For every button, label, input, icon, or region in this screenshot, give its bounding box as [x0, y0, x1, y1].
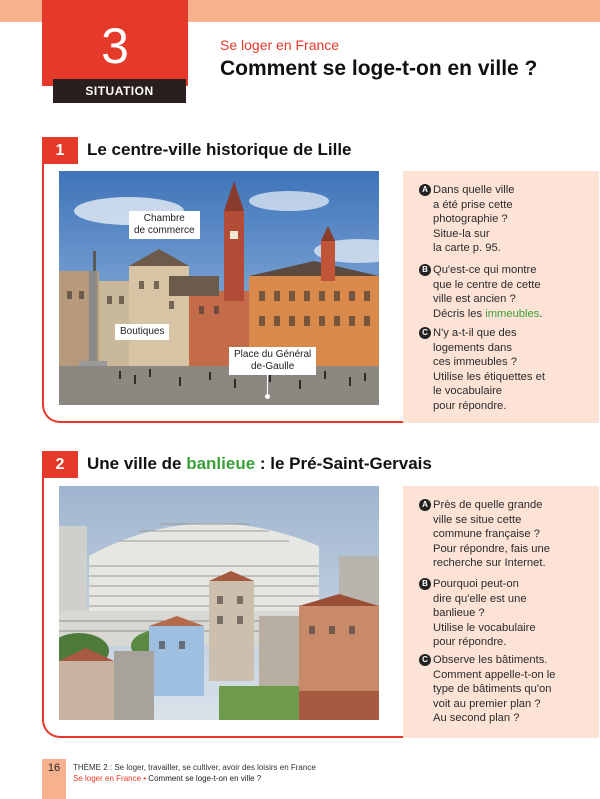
page-title: Comment se loge-t-on en ville ? [220, 57, 538, 80]
lille-city-center-photo [59, 171, 379, 405]
question-panel-2 [403, 486, 599, 738]
question-panel-1 [403, 171, 599, 423]
photo-label-chambre: Chambre de commerce [129, 211, 200, 239]
letter-b-icon: B [419, 578, 431, 590]
section-title: Le centre-ville historique de Lille [87, 140, 352, 159]
question-c: C N'y a-t-il que des logements dans ces immeubles ? Utilise les étiquettes et le vocabulaire pour répondre. [419, 326, 569, 414]
footer-theme: THÈME 2 : Se loger, travailler, se cultiver, avoir des loisirs en France [73, 763, 316, 772]
letter-b-icon: B [419, 264, 431, 276]
section-number: 2 [42, 451, 78, 478]
letter-c-icon: C [419, 327, 431, 339]
letter-c-icon: C [419, 654, 431, 666]
photo-pin-line [267, 374, 268, 396]
banlieue-photo-illustration [59, 486, 379, 720]
page-number: 16 [47, 762, 61, 774]
question-b-last-line: Décris les immeubles. [433, 307, 543, 320]
letter-a-icon: A [419, 184, 431, 196]
situation-tag: SITUATION [53, 79, 186, 103]
page-subtitle: Se loger en France [220, 37, 340, 53]
pre-saint-gervais-photo [59, 486, 379, 720]
section-title: Une ville de banlieue : le Pré-Saint-Gervais [87, 454, 432, 473]
question-a: A Dans quelle ville a été prise cette photographie ? Situe-la sur la carte p. 95. [419, 183, 569, 256]
photo-label-boutiques: Boutiques [115, 324, 169, 340]
question-a: A Près de quelle grande ville se situe cette commune française ? Pour répondre, fais une recherche sur Internet. [419, 498, 569, 571]
photo-pin-dot [265, 394, 270, 399]
section-number: 1 [42, 137, 78, 164]
question-b: B Qu'est-ce qui montre que le centre de cette ville est ancien ? Décris les immeubles. [419, 263, 569, 321]
lille-photo-illustration [59, 171, 379, 405]
letter-a-icon: A [419, 499, 431, 511]
question-b: B Pourquoi peut-on dire qu'elle est une banlieue ? Utilise le vocabulaire pour répondre. [419, 577, 569, 650]
photo-label-place: Place du Général de-Gaulle [229, 347, 316, 375]
footer-chapter-line: Se loger en France • Comment se loge-t-on en ville ? [73, 774, 262, 783]
question-c: C Observe les bâtiments. Comment appelle-t-on le type de bâtiments qu'on voit au premier plan ? Au second plan ? [419, 653, 569, 726]
chapter-number: 3 [101, 18, 129, 74]
